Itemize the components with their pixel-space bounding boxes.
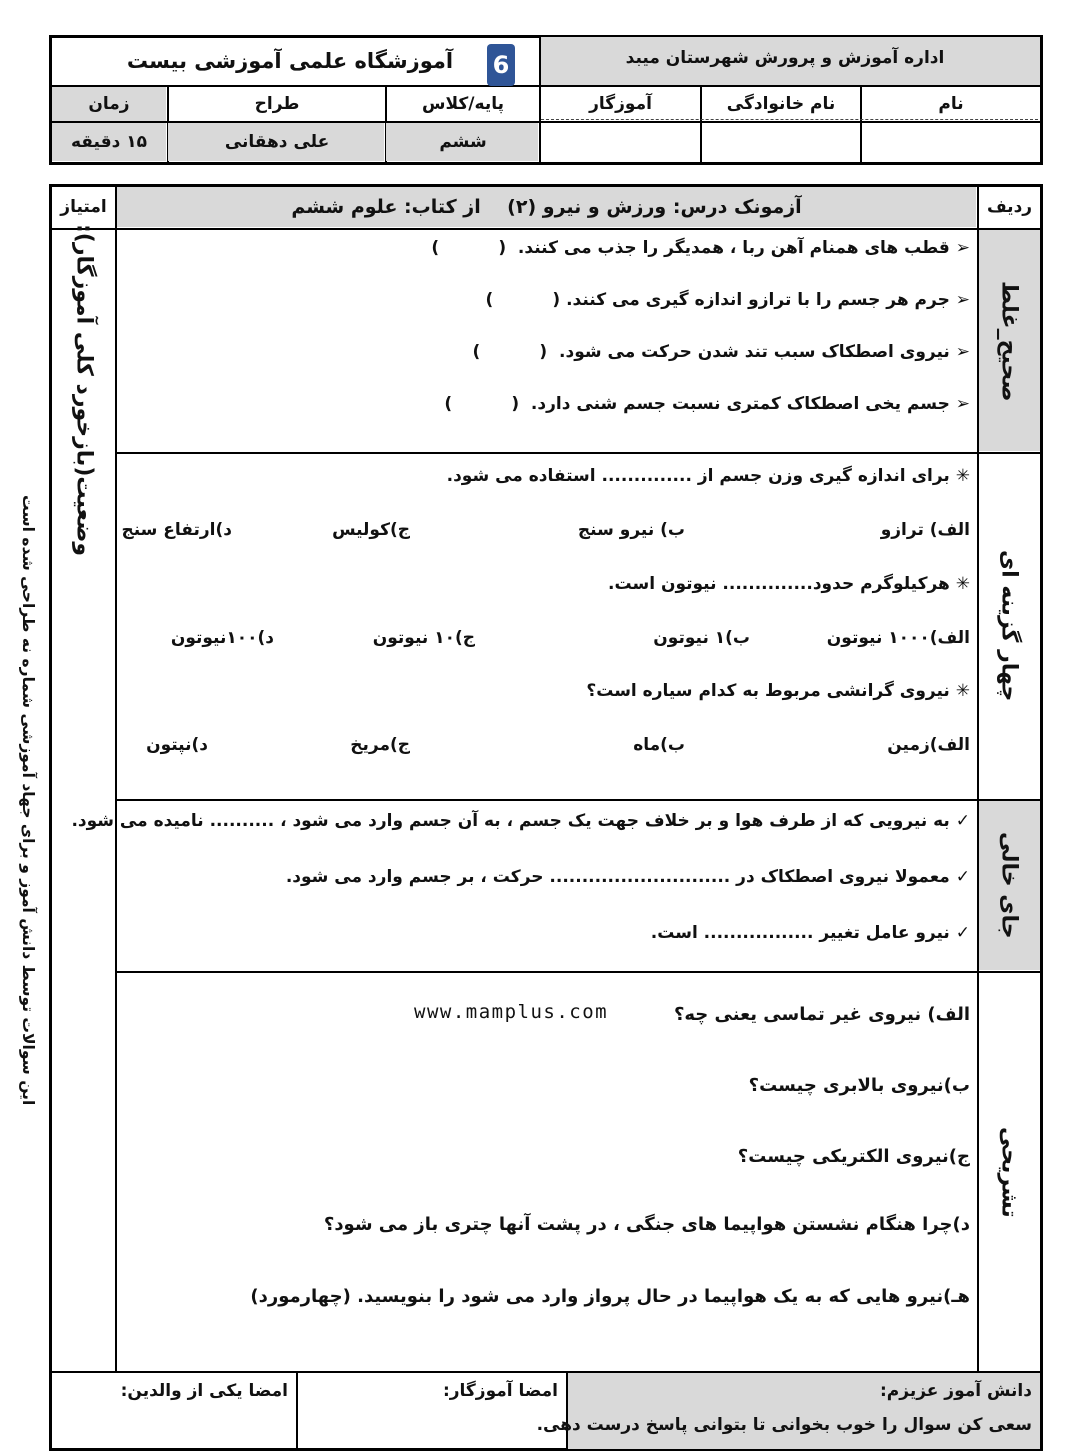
col-time-header: زمان (88, 94, 130, 114)
designer-value: علی دهقانی (224, 132, 330, 152)
teacher-signature[interactable]: امضا آموزگار: (442, 1381, 558, 1401)
fill-blank-item: ✓ معمولا نیروی اصطکاک در ............................ حرکت ، بر جسم وارد می شود. (285, 867, 970, 887)
col-grade-header: پایه/کلاس (422, 94, 504, 114)
mc-option[interactable]: الف)۱۰۰۰ نیوتون (826, 628, 970, 648)
check-bullet-icon: ✓ (949, 811, 970, 831)
col-score-header: امتیاز (60, 197, 107, 217)
mc-option[interactable]: ب)ماه (633, 735, 685, 755)
descriptive-question: د)چرا هنگام نشستن هواپیما های جنگی ، در پشت آنها چتری باز می شود؟ (323, 1214, 970, 1235)
arrow-bullet-icon: ➢ (949, 342, 970, 362)
mc-question: ✳ نیروی گرانشی مربوط به کدام سیاره است؟ (586, 681, 970, 701)
mc-option[interactable]: ج)مریخ (350, 735, 410, 755)
mc-option[interactable]: د)۱۰۰نیوتون (170, 628, 274, 648)
school-name: آموزشگاه علمی آموزشی بیست (126, 49, 454, 73)
descriptive-question: ب)نیروی بالابری چیست؟ (748, 1075, 970, 1096)
descriptive-question: هـ)نیرو هایی که به یک هواپیما در حال پرواز وارد می شود را بنویسید. (چهارمورد) (250, 1286, 970, 1307)
col-teacher-header: آموزگار (589, 94, 652, 114)
asterisk-bullet-icon: ✳ (949, 681, 970, 701)
exam-title: آزمونک درس: ورزش و نیرو (۲) از کتاب: علوم ششم (291, 196, 802, 218)
grade-value: ششم (439, 132, 487, 152)
arrow-bullet-icon: ➢ (949, 394, 970, 414)
asterisk-bullet-icon: ✳ (949, 574, 970, 594)
parent-signature[interactable]: امضا یکی از والدین: (120, 1381, 288, 1401)
tf-item: ➢ جسم یخی اصطکاک کمتری نسبت جسم شنی دارد. ( ) (444, 394, 970, 414)
watermark: www.mamplus.com (414, 1001, 609, 1023)
mc-option[interactable]: الف)زمین (887, 735, 970, 755)
col-designer-header: طراح (254, 94, 300, 114)
mc-question: ✳ هرکیلوگرم حدود.............. نیوتون است. (608, 574, 970, 594)
col-name-header: نام (938, 94, 964, 114)
tf-item: ➢ نیروی اصطکاک سبب تند شدن حرکت می شود. ( ) (472, 342, 970, 362)
mc-option[interactable]: الف) ترازو (880, 520, 970, 540)
office-name: اداره آموزش و پرورش شهرستان میبد (625, 48, 945, 68)
time-value: ۱۵ دقیقه (70, 132, 148, 152)
section-label-fill-blank: جای خالی (996, 832, 1022, 939)
section-label-multiple-choice: چهار گزینه ای (996, 550, 1022, 702)
col-family-header: نام خانوادگی (726, 94, 836, 114)
mc-option[interactable]: ج)کولیس (332, 520, 410, 540)
fill-blank-item: ✓ نیرو عامل تغییر ................. است. (650, 923, 970, 943)
section-label-true-false: صحیح_غلط (996, 280, 1022, 402)
family-field[interactable] (702, 123, 860, 161)
asterisk-bullet-icon: ✳ (949, 466, 970, 486)
mc-question: ✳ برای اندازه گیری وزن جسم از .............. استفاده می شود. (446, 466, 970, 486)
teacher-feedback-label: وضعیت(بازخورد کلی آموزگار): (71, 223, 97, 556)
mc-option[interactable]: ب) نیرو سنج (577, 520, 685, 540)
fill-blank-item: ✓ به نیرویی که از طرف هوا و بر خلاف جهت یک جسم ، به آن جسم وارد می شود ، .......... نامیده می شود. (71, 811, 970, 831)
mc-option[interactable]: د)نپتون (146, 735, 208, 755)
check-bullet-icon: ✓ (949, 923, 970, 943)
arrow-bullet-icon: ➢ (949, 238, 970, 258)
name-field[interactable] (862, 123, 1040, 161)
col-row-header: ردیف (986, 197, 1033, 217)
grade-badge: 6 (487, 44, 515, 86)
student-message: سعی کن سوال را خوب بخوانی تا بتوانی پاسخ درست دهی. (536, 1415, 1032, 1435)
arrow-bullet-icon: ➢ (949, 290, 970, 310)
section-label-descriptive: تشریحی (996, 1127, 1022, 1218)
side-note: این سوالات توسط دانش آموز و برای جهاد آموزشی شماره نه طراحی شده است (19, 494, 37, 1106)
tf-item: ➢ قطب های همنام آهن ربا ، همدیگر را جذب می کنند. ( ) (431, 238, 970, 258)
mc-option[interactable]: د)ارتفاع سنج (121, 520, 232, 540)
teacher-field[interactable] (541, 123, 700, 161)
student-title: دانش آموز عزیزم: (879, 1381, 1032, 1401)
descriptive-question: الف) نیروی غیر تماسی یعنی چه؟ (673, 1004, 970, 1025)
descriptive-question: ج)نیروی الکتریکی چیست؟ (737, 1146, 970, 1167)
tf-item: ➢ جرم هر جسم را با ترازو اندازه گیری می کنند. ( ) (485, 290, 970, 310)
mc-option[interactable]: ج)۱۰ نیوتون (372, 628, 475, 648)
check-bullet-icon: ✓ (949, 867, 970, 887)
mc-option[interactable]: ب)۱ نیوتون (653, 628, 750, 648)
